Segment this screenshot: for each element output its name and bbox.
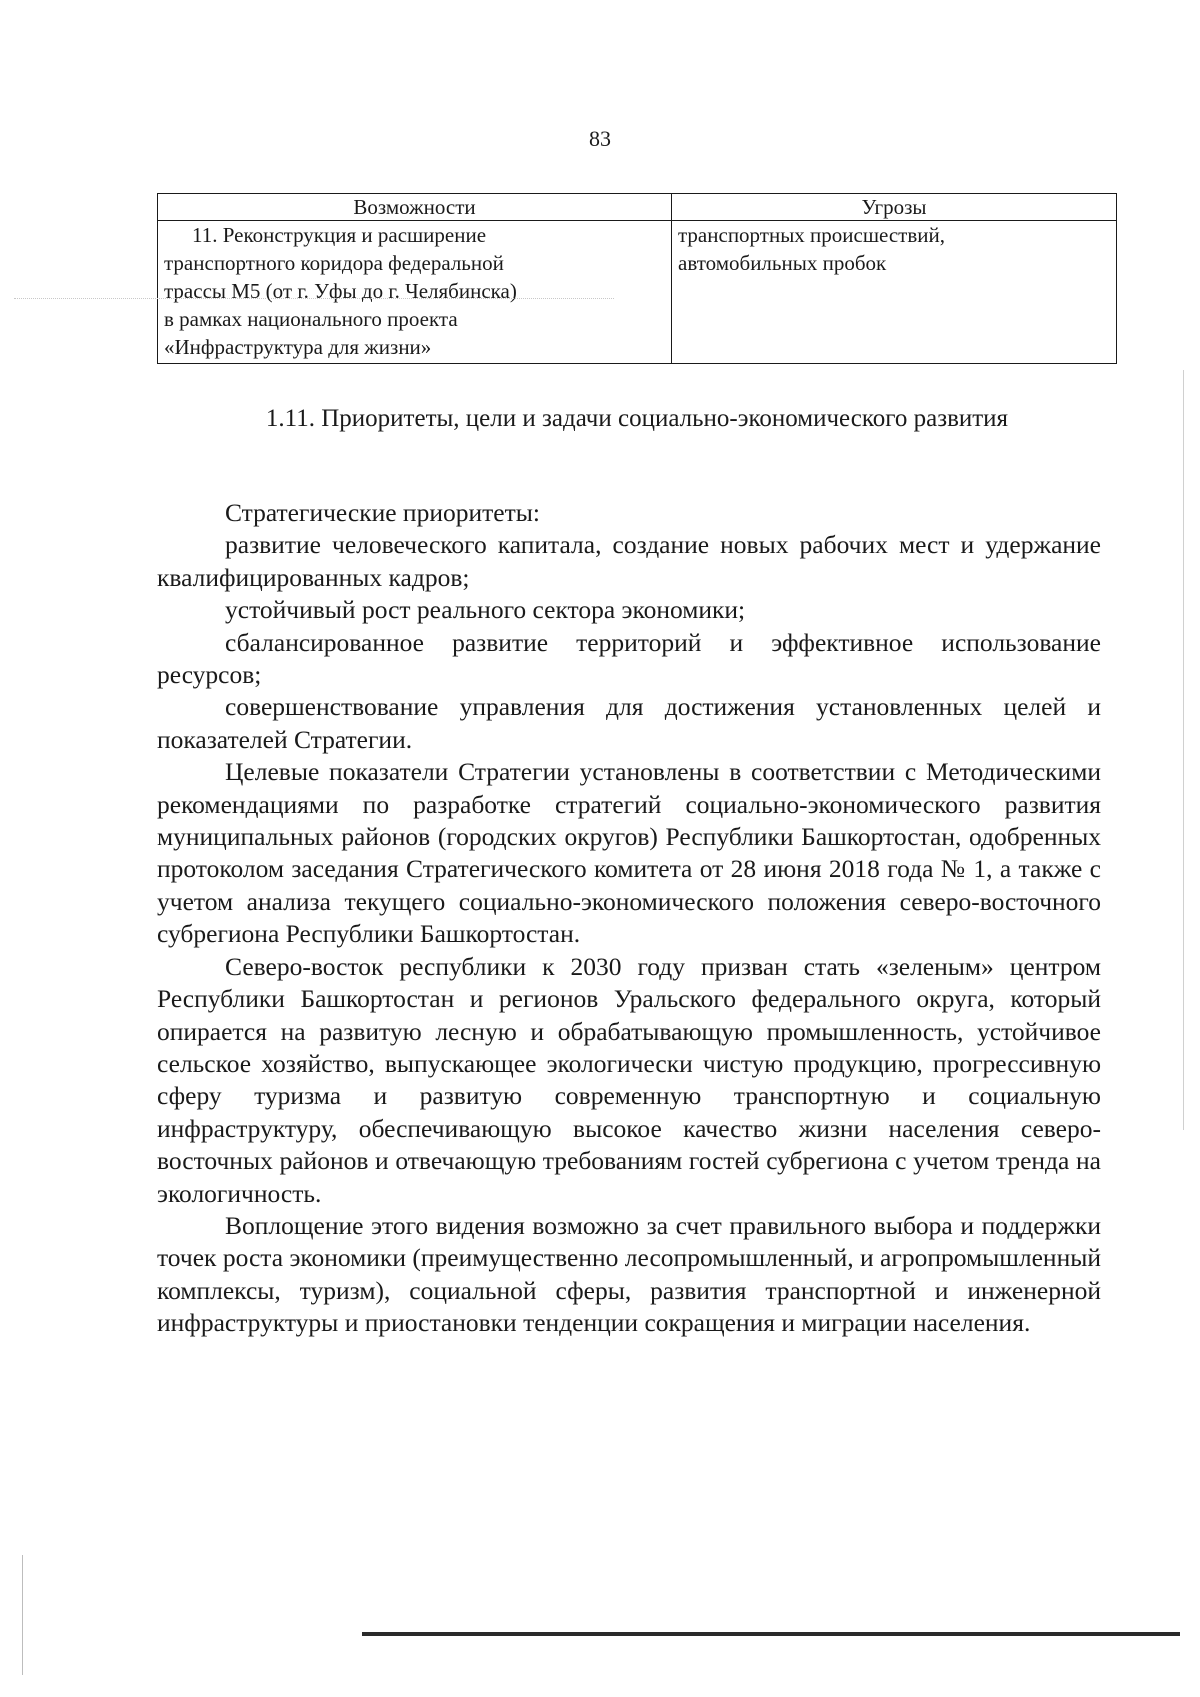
body-text <box>157 497 1101 1340</box>
scan-artifact-bottom-line <box>362 1632 1180 1636</box>
scan-artifact-dotted-line <box>14 298 614 299</box>
table-cell-opportunity <box>158 221 672 364</box>
table-row <box>158 221 1117 364</box>
paragraph: Воплощение этого видения возможно за счет правильного выбора и поддержки точек роста экономики (преимущественно лесопромышленный, и агропромышленный комплексы, туризм), социальной сферы, развития транспортной и инженерной инфраструктуры и приостановки тенденции сокращения и миграции населения. <box>157 1210 1101 1338</box>
paragraph: сбалансированное развитие территорий и эффективное использование ресурсов; <box>157 627 1101 690</box>
opportunity-text: 11. Реконструкция и расширение транспортного коридора федеральной трассы М5 (от г. Уфы до г. Челябинска) в рамках национального проекта «Инфраструктура для жизни» <box>164 223 517 359</box>
section-title: 1.11. Приоритеты, цели и задачи социально-экономического развития <box>265 405 1009 432</box>
swot-table <box>157 193 1117 364</box>
scan-artifact-vertical-line <box>1183 370 1184 1130</box>
table-header-row <box>158 194 1117 221</box>
paragraph: Стратегические приоритеты: <box>225 498 540 527</box>
table-cell-threat <box>672 221 1117 364</box>
paragraph: совершенствование управления для достижения установленных целей и показателей Стратегии. <box>157 692 1101 754</box>
column-header-threats: Угрозы <box>672 194 1117 221</box>
threat-text: транспортных происшествий, автомобильных пробок <box>678 223 946 275</box>
paragraph: Целевые показатели Стратегии установлены в соответствии с Методическими рекомендациями по разработке стратегий социально-экономического развития муниципальных районов (городских округов) Республики Башкортостан, одобренных протоколом заседания Стратегического комитета от 28 июня 2018 года № 1, а также с учетом анализа текущего социально-экономического положения северо-восточного субрегиона Республики Башкортостан. <box>157 757 1101 949</box>
paragraph: Северо-восток республики к 2030 году призван стать «зеленым» центром Республики Башкортостан и регионов Уральского федерального округа, который опирается на развитую лесную и обрабатывающую промышленность, устойчивое сельское хозяйство, выпускающее экологически чистую продукцию, прогрессивную сферу туризма и развитую современную транспортную и социальную инфраструктуру, обеспечивающую высокое качество жизни населения северо-восточных районов и отвечающую требованиям гостей субрегиона с учетом тренда на экологичность. <box>157 951 1101 1208</box>
paragraph: устойчивый рост реального сектора экономики; <box>225 595 746 625</box>
page-number: 83 <box>589 126 611 151</box>
scan-artifact-edge-line <box>22 1555 23 1675</box>
column-header-opportunities: Возможности <box>158 194 672 221</box>
paragraph: развитие человеческого капитала, создание новых рабочих мест и удержание квалифицированных кадров; <box>157 530 1101 592</box>
